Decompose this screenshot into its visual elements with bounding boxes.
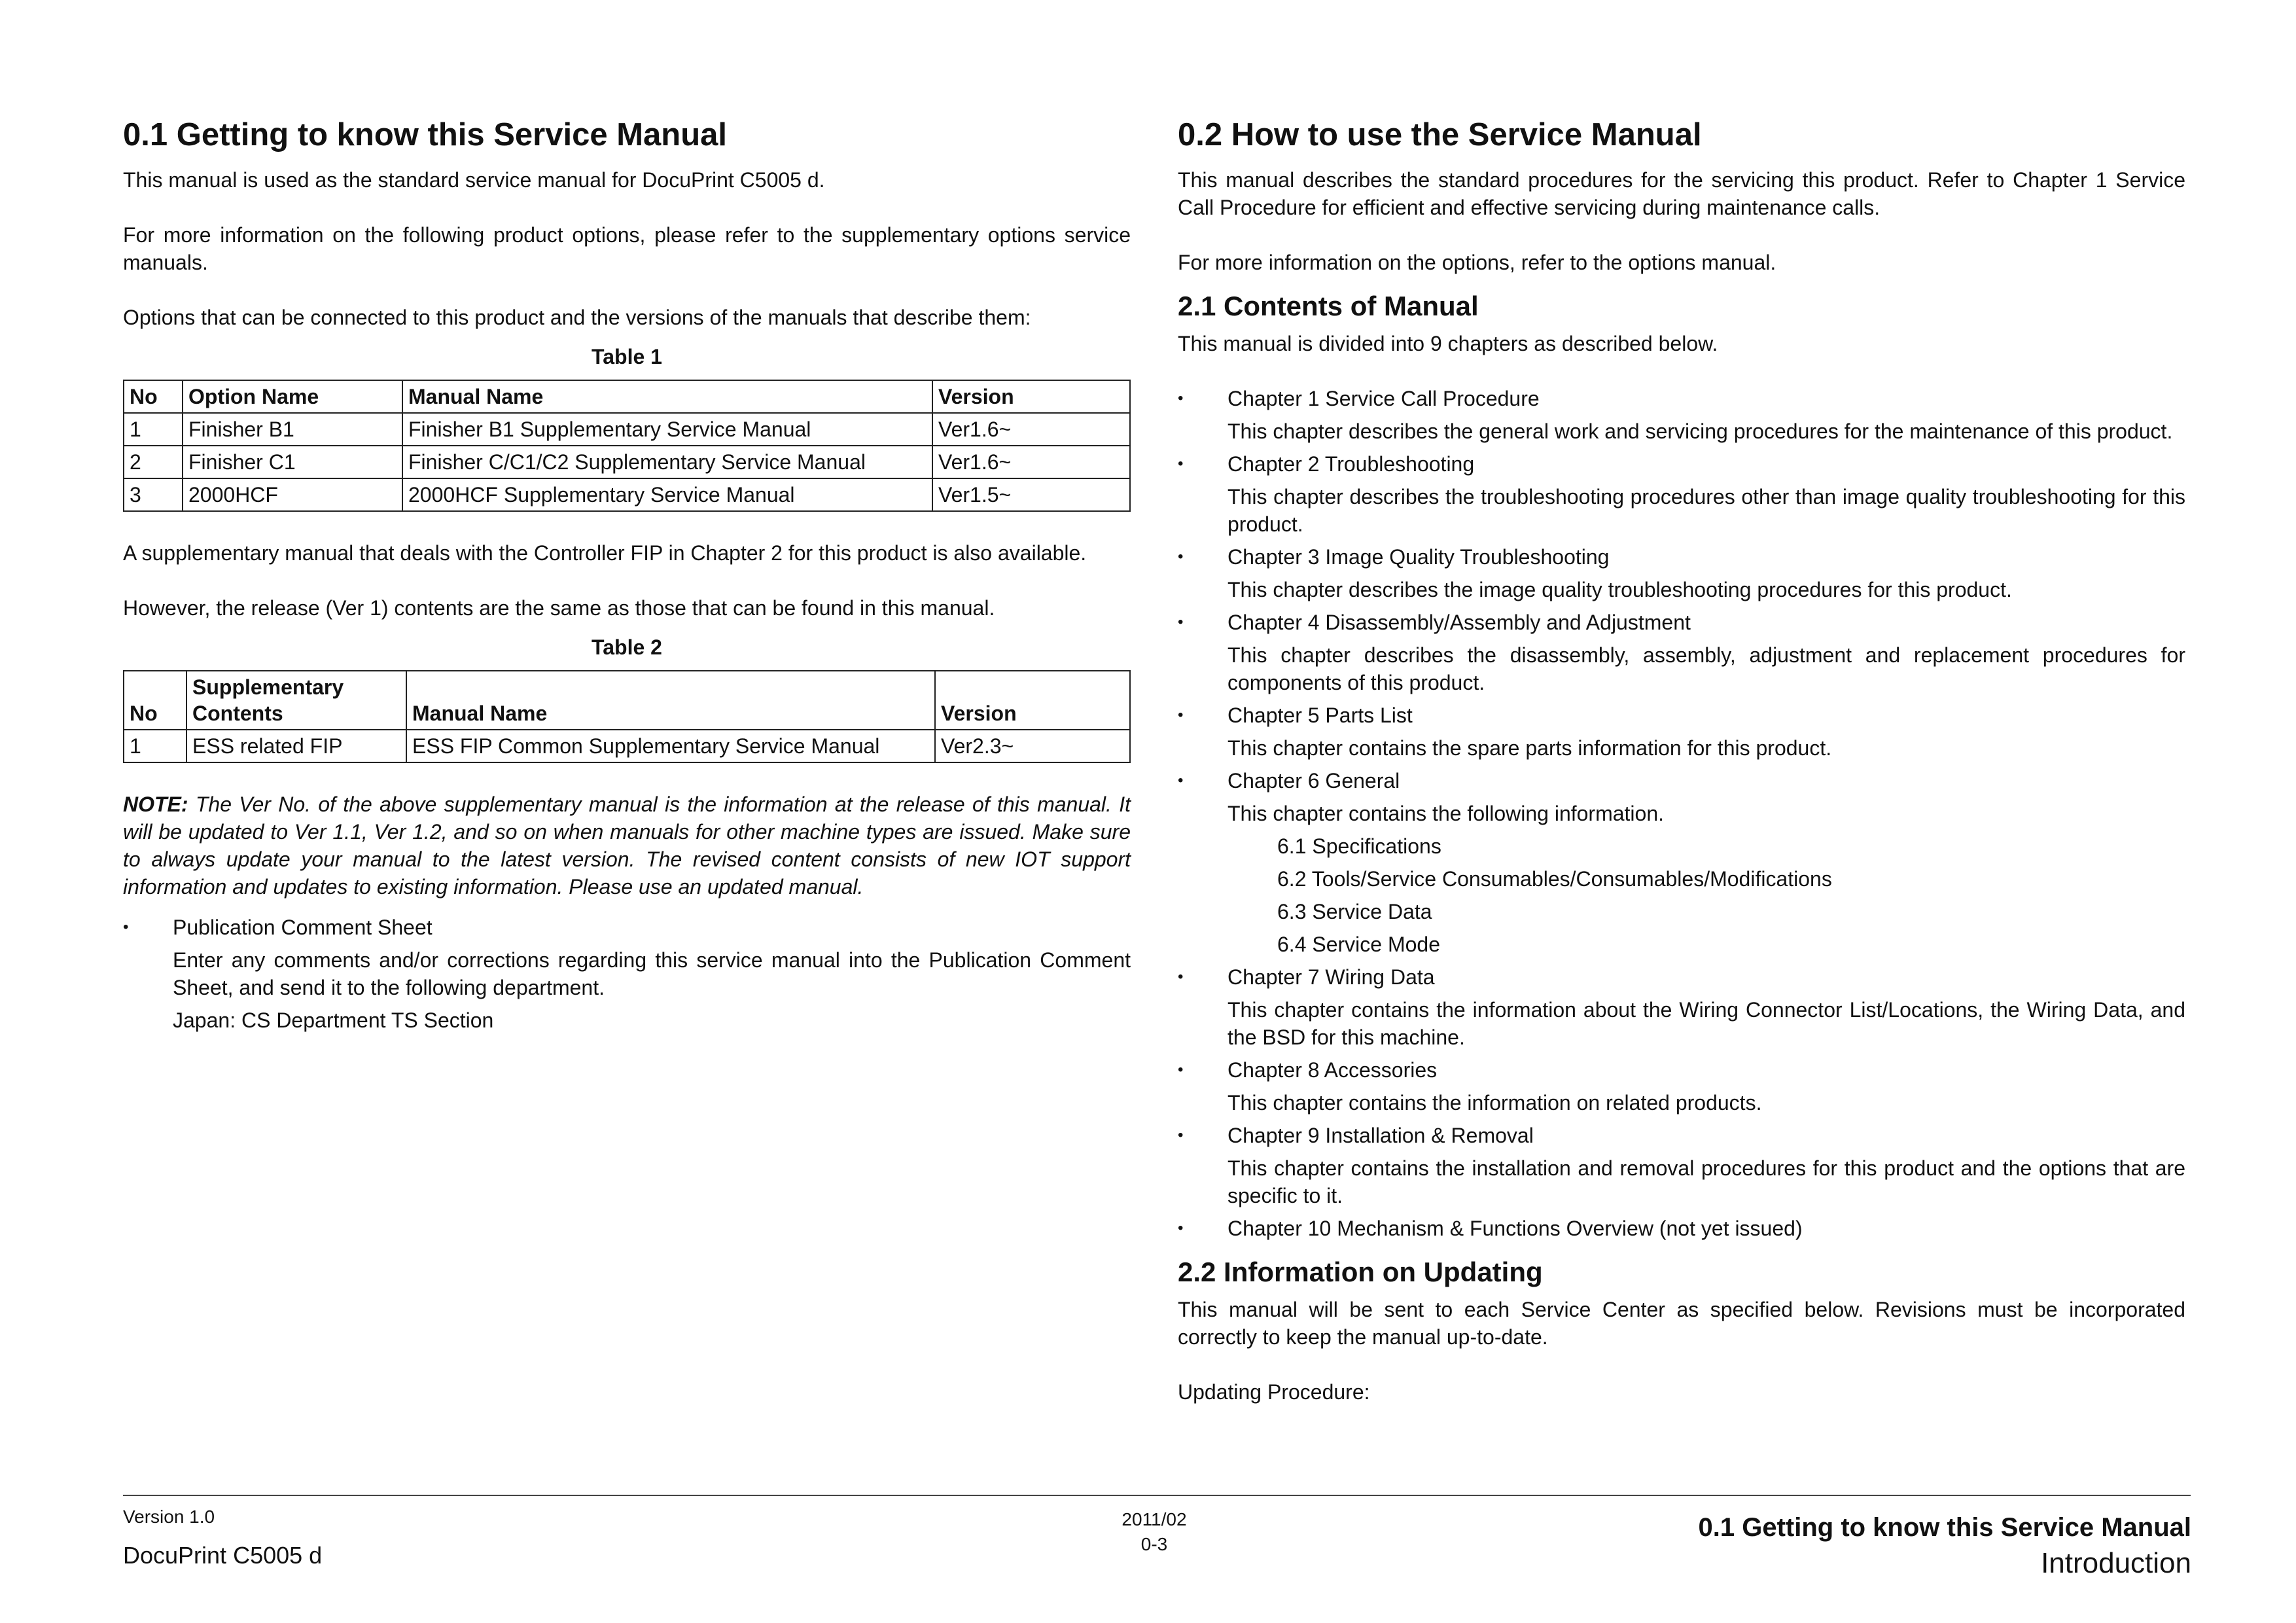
table-cell: Ver1.6~ xyxy=(932,413,1130,446)
list-item xyxy=(1178,1215,2185,1242)
list-item-desc: Enter any comments and/or corrections regarding this service manual into the Publication Comment Sheet, and send it to the following department. xyxy=(173,948,1131,999)
footer-version: Version 1.0 xyxy=(123,1507,215,1527)
footer-divider xyxy=(123,1495,2191,1496)
bullet-icon: • xyxy=(1178,772,1184,789)
list-item xyxy=(1178,450,2185,478)
table-row xyxy=(124,413,1130,446)
list-item xyxy=(1178,702,2185,729)
table-cell: 3 xyxy=(124,478,183,511)
chapter-desc: This chapter contains the information about the Wiring Connector List/Locations, the Wiring Data, and the BSD for this machine. xyxy=(1227,998,2185,1049)
bullet-icon: • xyxy=(123,918,129,936)
table-header-cell: Manual Name xyxy=(406,671,935,730)
chapter-title: Chapter 4 Disassembly/Assembly and Adjustment xyxy=(1227,611,1691,634)
bullet-icon: • xyxy=(1178,548,1184,565)
options-table xyxy=(123,380,1131,512)
table-header-cell: Supplementary Contents xyxy=(186,671,406,730)
paragraph: For more information on the following product options, please refer to the supplementary options service manuals. xyxy=(123,223,1131,274)
table-cell: 1 xyxy=(124,730,186,762)
footer-page-number: 0-3 xyxy=(1140,1534,1168,1554)
footer-chapter-title: Introduction xyxy=(2041,1547,2191,1579)
chapter-6-item: 6.1 Specifications xyxy=(1277,834,1441,858)
chapter-title: Chapter 1 Service Call Procedure xyxy=(1227,387,1540,410)
table-cell: Finisher B1 Supplementary Service Manual xyxy=(402,413,932,446)
bullet-icon: • xyxy=(1178,613,1184,631)
table-cell: Finisher C/C1/C2 Supplementary Service Manual xyxy=(402,446,932,478)
bullet-icon: • xyxy=(1178,389,1184,407)
paragraph: This manual describes the standard procedures for the servicing this product. Refer to Chapter 1 Service Call Procedure for efficient and effective servicing during maintenance calls. xyxy=(1178,168,2185,219)
table-header-cell: No xyxy=(124,671,186,730)
bullet-icon: • xyxy=(1178,968,1184,986)
table-cell: Ver2.3~ xyxy=(935,730,1130,762)
table-cell: Finisher C1 xyxy=(183,446,402,478)
list-item xyxy=(1178,1122,2185,1149)
chapter-desc: This chapter describes the image quality troubleshooting procedures for this product. xyxy=(1227,578,2012,601)
paragraph: This manual is used as the standard service manual for DocuPrint C5005 d. xyxy=(123,168,825,192)
list-item xyxy=(1178,963,2185,991)
bullet-icon: • xyxy=(1178,1126,1184,1144)
chapter-6-item: 6.3 Service Data xyxy=(1277,900,1432,923)
table-header-cell: No xyxy=(124,380,183,413)
list-item xyxy=(123,914,1131,941)
list-item xyxy=(1178,385,2185,412)
chapter-title: Chapter 3 Image Quality Troubleshooting xyxy=(1227,545,1610,569)
table-header-row xyxy=(124,671,1130,730)
note xyxy=(123,791,1131,901)
chapter-desc: This chapter contains the following information. xyxy=(1227,802,1665,825)
footer-section-title: 0.1 Getting to know this Service Manual xyxy=(1698,1513,2191,1542)
paragraph: However, the release (Ver 1) contents are the same as those that can be found in this manual. xyxy=(123,596,995,620)
note-text: The Ver No. of the above supplementary manual is the information at the release of this manual. It will be updated to Ver 1.1, Ver 1.2, and so on when manuals for other machine types are issued. Make sure to always update your manual to the latest version. The revised content consists of new IOT support information and updates to existing information. Please use an updated manual. xyxy=(123,793,1131,899)
chapter-desc: This chapter contains the installation and removal procedures for this product and the options that are specific to it. xyxy=(1227,1156,2185,1207)
paragraph: For more information on the options, refer to the options manual. xyxy=(1178,251,1776,274)
list-item xyxy=(1178,767,2185,794)
table-caption: Table 2 xyxy=(592,635,662,659)
list-item xyxy=(1178,1056,2185,1084)
section-heading-0-2: 0.2 How to use the Service Manual xyxy=(1178,117,1702,152)
chapter-desc: This chapter describes the general work and servicing procedures for the maintenance of this product. xyxy=(1227,419,2173,443)
chapter-title: Chapter 7 Wiring Data xyxy=(1227,965,1435,989)
chapter-desc: This chapter describes the troubleshooting procedures other than image quality troubleshooting for this product. xyxy=(1227,485,2185,536)
bullet-icon: • xyxy=(1178,455,1184,473)
chapter-desc: This chapter describes the disassembly, assembly, adjustment and replacement procedures for components of this product. xyxy=(1227,643,2185,694)
table-cell: 2000HCF xyxy=(183,478,402,511)
left-column xyxy=(123,115,1131,1039)
table-cell: 2 xyxy=(124,446,183,478)
table-caption: Table 1 xyxy=(592,345,662,368)
paragraph: This manual will be sent to each Service Center as specified below. Revisions must be incorporated correctly to keep the manual up-to-date. xyxy=(1178,1298,2185,1349)
list-item xyxy=(1178,609,2185,636)
chapter-6-item: 6.2 Tools/Service Consumables/Consumables/Modifications xyxy=(1277,867,1832,891)
department: Japan: CS Department TS Section xyxy=(173,1008,494,1032)
subsection-heading-2-2: 2.2 Information on Updating xyxy=(1178,1257,1543,1287)
table-cell: 2000HCF Supplementary Service Manual xyxy=(402,478,932,511)
supplementary-table xyxy=(123,670,1131,763)
chapter-title: Chapter 5 Parts List xyxy=(1227,704,1413,727)
footer-date: 2011/02 xyxy=(1122,1509,1187,1529)
table-row xyxy=(124,478,1130,511)
note-label: NOTE: xyxy=(123,793,188,816)
right-column xyxy=(1178,115,2185,1406)
table-header-cell: Manual Name xyxy=(402,380,932,413)
table-cell: ESS related FIP xyxy=(186,730,406,762)
bullet-icon: • xyxy=(1178,1219,1184,1237)
table-cell: ESS FIP Common Supplementary Service Manual xyxy=(406,730,935,762)
list-item xyxy=(1178,543,2185,571)
chapter-desc: This chapter contains the information on related products. xyxy=(1227,1091,1762,1115)
section-heading-0-1: 0.1 Getting to know this Service Manual xyxy=(123,117,728,152)
bullet-icon: • xyxy=(1178,1061,1184,1079)
table-row xyxy=(124,730,1130,762)
table-cell: Ver1.6~ xyxy=(932,446,1130,478)
table-cell: Finisher B1 xyxy=(183,413,402,446)
table-header-cell: Option Name xyxy=(183,380,402,413)
paragraph: Updating Procedure: xyxy=(1178,1380,1370,1404)
table-header-row xyxy=(124,380,1130,413)
subsection-heading-2-1: 2.1 Contents of Manual xyxy=(1178,291,1479,321)
table-header-cell: Version xyxy=(935,671,1130,730)
chapter-desc: This chapter contains the spare parts information for this product. xyxy=(1227,736,1832,760)
bullet-icon: • xyxy=(1178,706,1184,724)
chapter-title: Chapter 6 General xyxy=(1227,769,1400,793)
table-row xyxy=(124,446,1130,478)
chapter-title: Chapter 10 Mechanism & Functions Overview (not yet issued) xyxy=(1227,1217,1803,1240)
table-header-cell: Version xyxy=(932,380,1130,413)
paragraph: Options that can be connected to this product and the versions of the manuals that describe them: xyxy=(123,306,1031,329)
paragraph: A supplementary manual that deals with the Controller FIP in Chapter 2 for this product is also available. xyxy=(123,541,1087,565)
table-cell: 1 xyxy=(124,413,183,446)
list-item-label: Publication Comment Sheet xyxy=(173,916,433,939)
chapter-title: Chapter 9 Installation & Removal xyxy=(1227,1124,1534,1147)
table-cell: Ver1.5~ xyxy=(932,478,1130,511)
chapter-6-item: 6.4 Service Mode xyxy=(1277,933,1441,956)
chapter-title: Chapter 2 Troubleshooting xyxy=(1227,452,1475,476)
chapter-title: Chapter 8 Accessories xyxy=(1227,1058,1438,1082)
paragraph: This manual is divided into 9 chapters as described below. xyxy=(1178,332,1718,355)
footer-model: DocuPrint C5005 d xyxy=(123,1542,323,1569)
